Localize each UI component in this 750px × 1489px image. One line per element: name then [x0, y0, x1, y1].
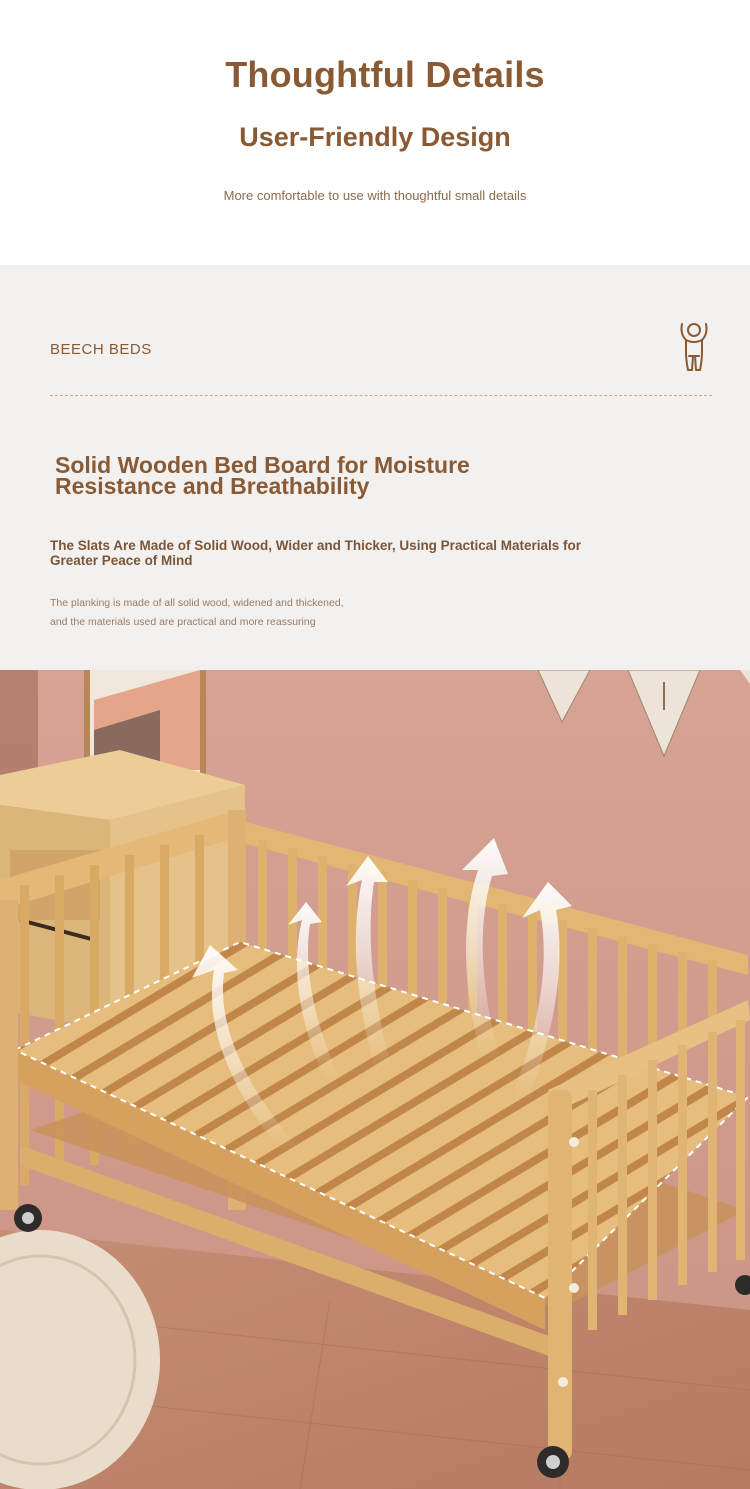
feature-desc-line1: The planking is made of all solid wood, widened and thickened,	[50, 597, 344, 609]
feature-title	[55, 452, 525, 499]
feature-info-section	[0, 265, 750, 670]
dashed-divider	[50, 395, 712, 396]
page-subtitle: User-Friendly Design	[239, 122, 511, 152]
header-section	[0, 0, 750, 265]
feature-title-line2: Resistance and Breathability	[55, 473, 370, 499]
feature-subheading	[50, 538, 610, 568]
brand-label: BEECH BEDS	[50, 341, 152, 358]
tagline: More comfortable to use with thoughtful small details	[223, 188, 527, 203]
crib-illustration	[0, 670, 750, 1489]
baby-figure-icon	[676, 320, 712, 374]
feature-sub-line1: The Slats Are Made of Solid Wood, Wider and Thicker, Using Practical Materials for	[50, 538, 581, 553]
page-title: Thoughtful Details	[225, 54, 545, 95]
crib-photo-svg	[0, 670, 750, 1489]
feature-description	[50, 594, 390, 632]
feature-desc-line2: and the materials used are practical and more reassuring	[50, 616, 316, 628]
feature-sub-line2: Greater Peace of Mind	[50, 553, 193, 568]
crib-left-post	[0, 900, 18, 1210]
feature-title-line1: Solid Wooden Bed Board for Moisture	[55, 452, 470, 478]
